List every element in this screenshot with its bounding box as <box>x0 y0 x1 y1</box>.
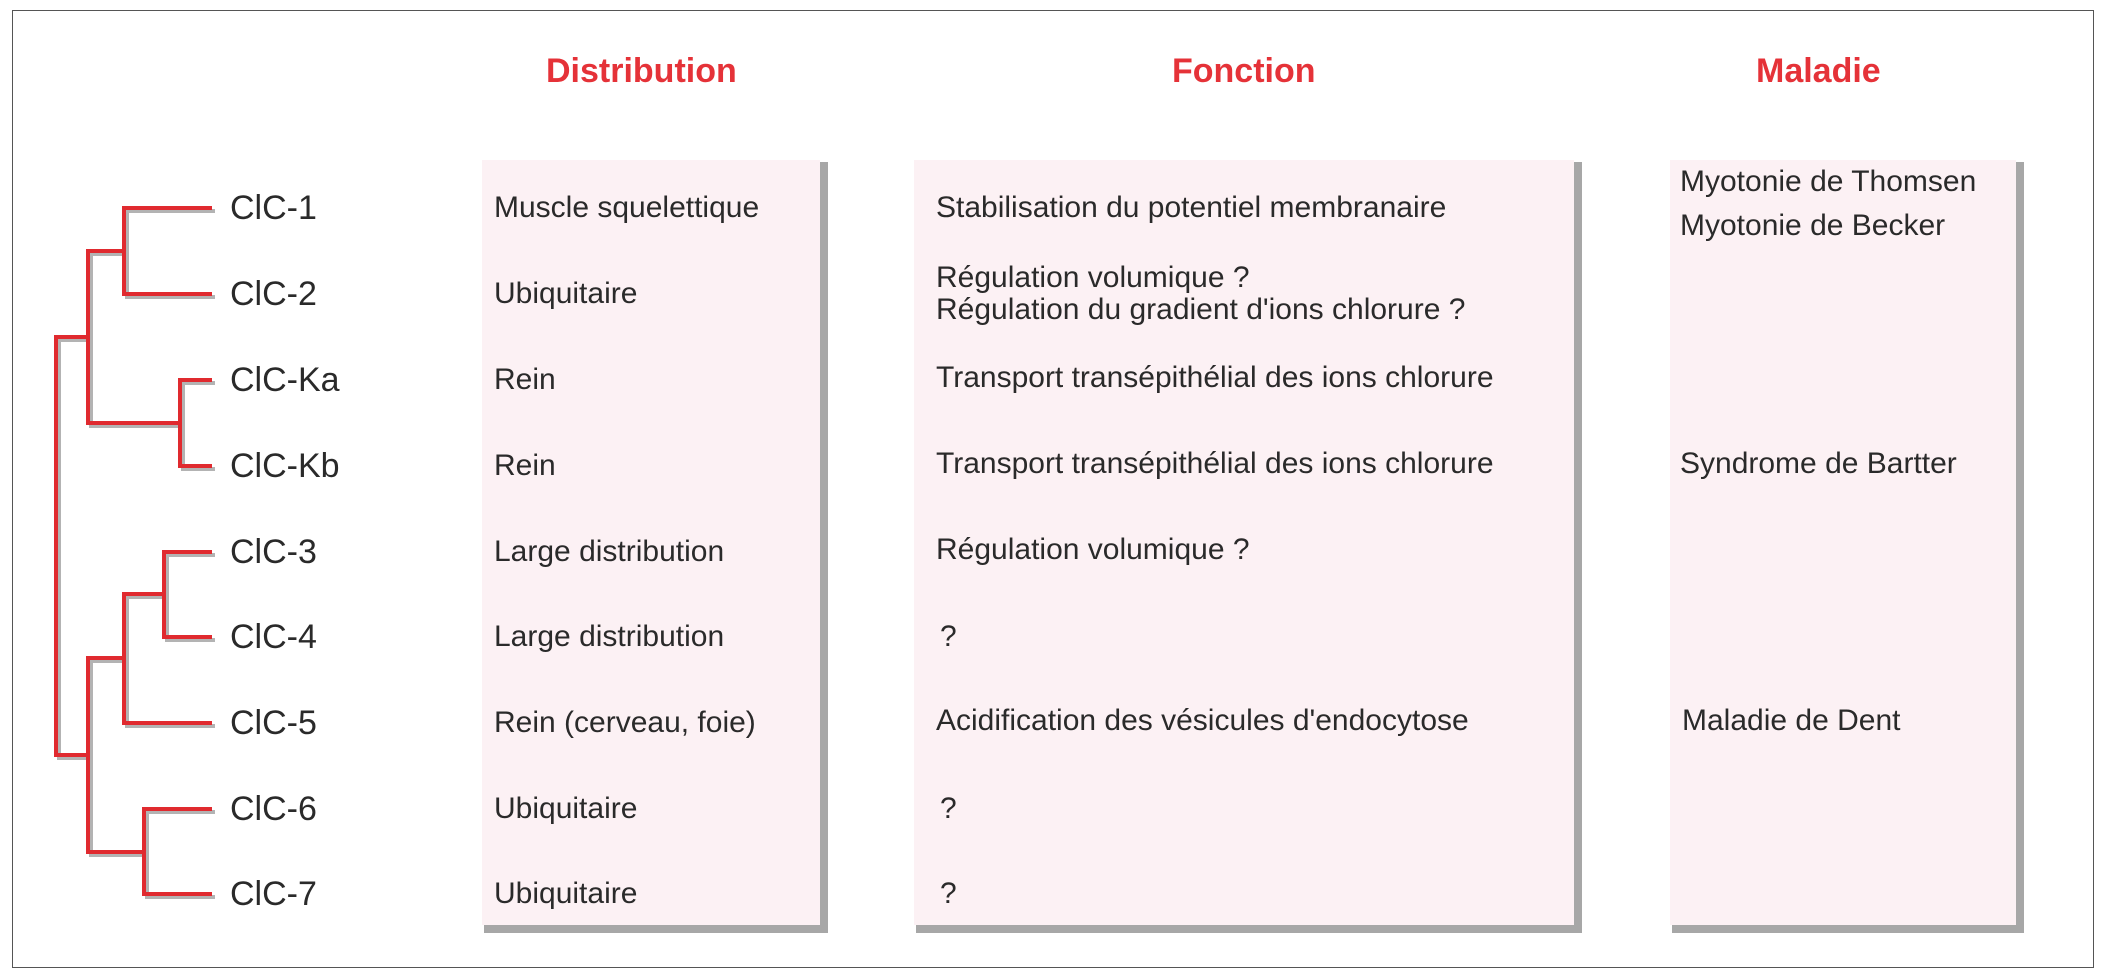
maladie-dent: Maladie de Dent <box>1682 704 1901 737</box>
distribution-clckb: Rein <box>494 449 556 482</box>
distribution-clc2: Ubiquitaire <box>494 277 638 310</box>
channel-label-clc2: ClC-2 <box>230 275 317 313</box>
fonction-clc6: ? <box>940 792 957 825</box>
distribution-clc5: Rein (cerveau, foie) <box>494 706 756 739</box>
distribution-clc4: Large distribution <box>494 620 725 653</box>
branch-clc345-clc67 <box>88 658 144 852</box>
channel-label-clc4: ClC-4 <box>230 618 317 656</box>
channel-label-clckb: ClC-Kb <box>230 447 340 485</box>
maladie-bartter: Syndrome de Bartter <box>1680 447 1957 480</box>
header-maladie: Maladie <box>1756 52 1881 90</box>
channel-label-clc7: ClC-7 <box>230 875 317 913</box>
distribution-clc6: Ubiquitaire <box>494 792 638 825</box>
branch-clc6-clc7 <box>144 809 210 894</box>
fonction-clc2-b: Régulation du gradient d'ions chlorure ? <box>936 293 1466 326</box>
fonction-clc3: Régulation volumique ? <box>936 533 1250 566</box>
channel-label-clcka: ClC-Ka <box>230 361 340 399</box>
maladie-thomsen: Myotonie de Thomsen <box>1680 165 1977 198</box>
header-distribution: Distribution <box>546 52 737 90</box>
fonction-clc2-a: Régulation volumique ? <box>936 261 1250 294</box>
distribution-clc7: Ubiquitaire <box>494 877 638 910</box>
fonction-clckb: Transport transépithélial des ions chlorure <box>936 447 1494 480</box>
branch-clc12-clck <box>88 251 180 423</box>
fonction-clc1: Stabilisation du potentiel membranaire <box>936 191 1447 224</box>
fonction-clc7: ? <box>940 877 957 910</box>
channel-label-clc5: ClC-5 <box>230 704 317 742</box>
tree-branches <box>56 208 210 894</box>
channel-label-clc3: ClC-3 <box>230 533 317 571</box>
maladie-becker: Myotonie de Becker <box>1680 209 1946 242</box>
fonction-clc5: Acidification des vésicules d'endocytose <box>936 704 1469 737</box>
branch-clc1-clc2 <box>124 208 210 294</box>
fonction-clcka: Transport transépithélial des ions chlorure <box>936 361 1494 394</box>
channel-label-clc6: ClC-6 <box>230 790 317 828</box>
branch-clc3-clc4 <box>164 552 210 637</box>
distribution-clc3: Large distribution <box>494 535 725 568</box>
distribution-clcka: Rein <box>494 363 556 396</box>
distribution-clc1: Muscle squelettique <box>494 191 760 224</box>
fonction-clc4: ? <box>940 620 957 653</box>
channel-label-clc1: ClC-1 <box>230 189 317 227</box>
header-fonction: Fonction <box>1172 52 1316 90</box>
